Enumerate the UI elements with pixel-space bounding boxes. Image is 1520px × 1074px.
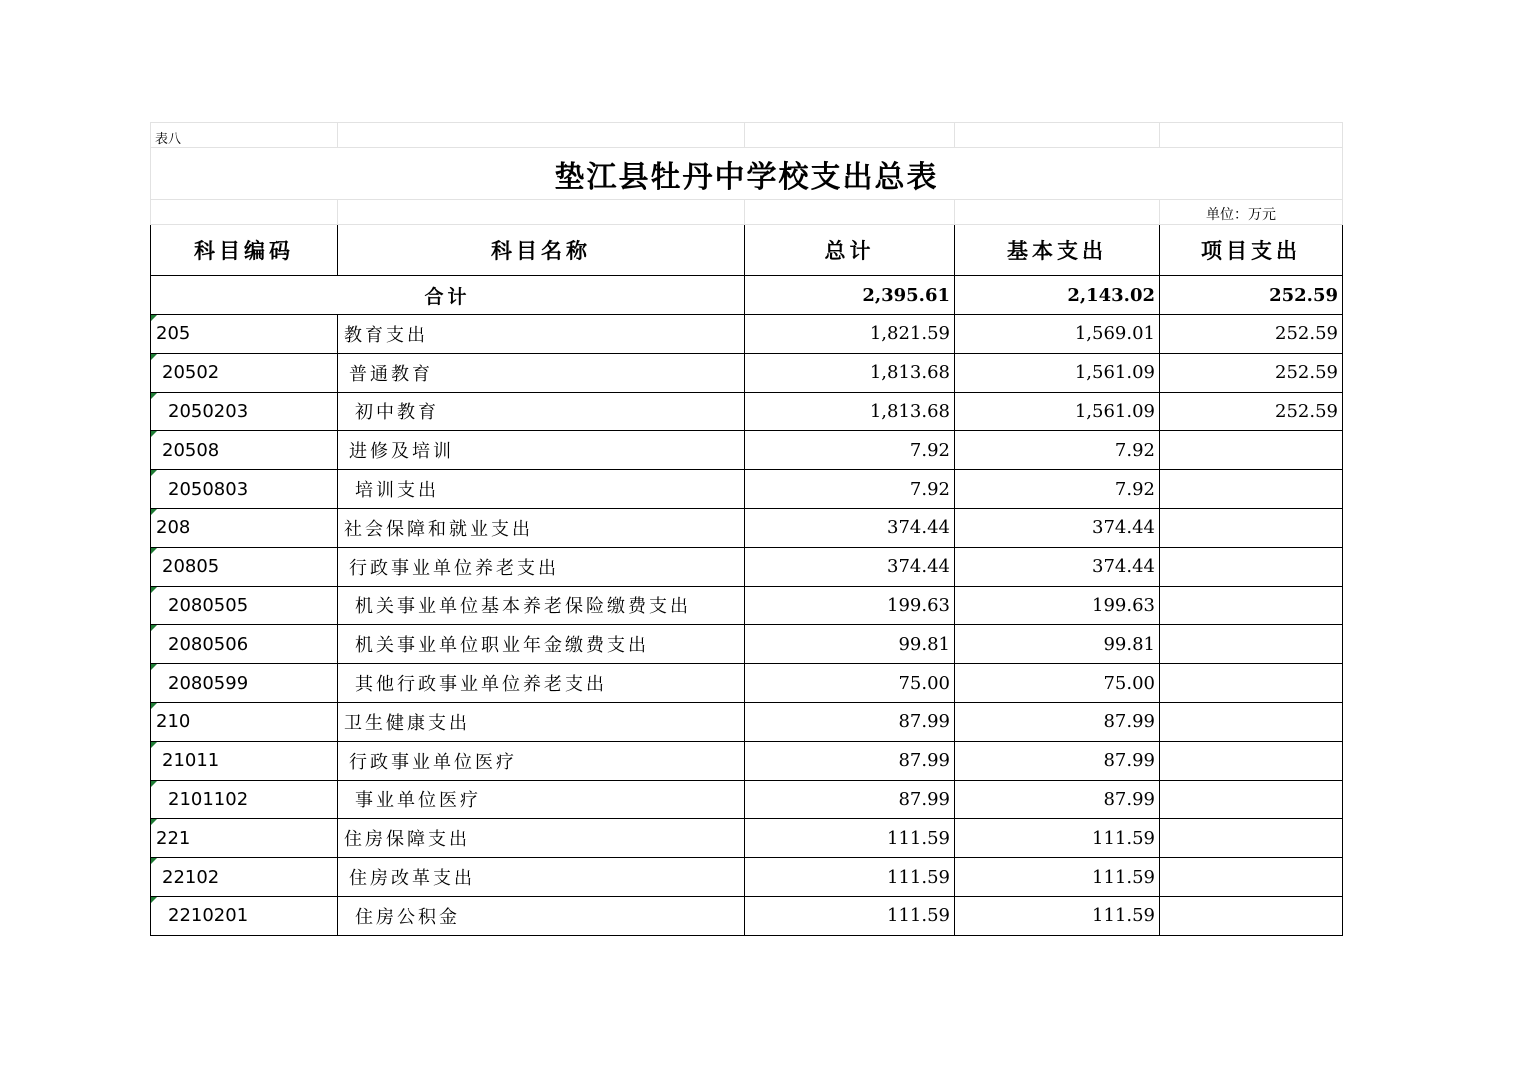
row-total: 111.59 <box>745 858 955 897</box>
table-row <box>151 819 1343 858</box>
row-name: 住房保障支出 <box>338 819 745 858</box>
row-basic: 111.59 <box>955 819 1160 858</box>
row-basic: 87.99 <box>955 702 1160 741</box>
row-basic: 111.59 <box>955 858 1160 897</box>
row-code: 205 <box>151 315 338 354</box>
row-code: 2080505 <box>151 586 338 625</box>
row-code: 21011 <box>151 741 338 780</box>
row-name: 普通教育 <box>338 353 745 392</box>
row-total: 87.99 <box>745 741 955 780</box>
row-name: 行政事业单位医疗 <box>338 741 745 780</box>
row-basic: 199.63 <box>955 586 1160 625</box>
row-project <box>1160 547 1343 586</box>
table-row <box>151 780 1343 819</box>
table-row <box>151 508 1343 547</box>
table-row <box>151 431 1343 470</box>
total-label: 合计 <box>151 276 745 315</box>
row-name: 进修及培训 <box>338 431 745 470</box>
row-total: 374.44 <box>745 508 955 547</box>
row-code: 2080506 <box>151 625 338 664</box>
total-total: 2,395.61 <box>745 276 955 315</box>
label-row <box>151 123 1343 148</box>
row-project <box>1160 625 1343 664</box>
page-title: 垫江县牡丹中学校支出总表 <box>151 148 1343 200</box>
row-project <box>1160 664 1343 703</box>
table-row <box>151 896 1343 935</box>
row-basic: 75.00 <box>955 664 1160 703</box>
expenditure-table <box>150 122 1343 936</box>
table-row <box>151 664 1343 703</box>
row-project <box>1160 819 1343 858</box>
title-row <box>151 148 1343 200</box>
row-project <box>1160 508 1343 547</box>
expenditure-sheet <box>150 122 1342 936</box>
header-name: 科目名称 <box>338 225 745 276</box>
row-basic: 1,561.09 <box>955 392 1160 431</box>
row-total: 374.44 <box>745 547 955 586</box>
row-basic: 99.81 <box>955 625 1160 664</box>
row-project: 252.59 <box>1160 353 1343 392</box>
header-total: 总计 <box>745 225 955 276</box>
table-row <box>151 547 1343 586</box>
row-basic: 1,569.01 <box>955 315 1160 354</box>
row-basic: 111.59 <box>955 896 1160 935</box>
row-basic: 7.92 <box>955 470 1160 509</box>
table-row <box>151 858 1343 897</box>
row-total: 75.00 <box>745 664 955 703</box>
row-total: 1,813.68 <box>745 353 955 392</box>
header-project: 项目支出 <box>1160 225 1343 276</box>
row-code: 2050803 <box>151 470 338 509</box>
header-row <box>151 225 1343 276</box>
table-row <box>151 470 1343 509</box>
row-name: 社会保障和就业支出 <box>338 508 745 547</box>
table-label: 表八 <box>151 123 338 148</box>
row-name: 事业单位医疗 <box>338 780 745 819</box>
row-code: 221 <box>151 819 338 858</box>
row-total: 199.63 <box>745 586 955 625</box>
header-basic: 基本支出 <box>955 225 1160 276</box>
row-total: 111.59 <box>745 896 955 935</box>
unit-row <box>151 200 1343 225</box>
row-code: 22102 <box>151 858 338 897</box>
row-name: 机关事业单位基本养老保险缴费支出 <box>338 586 745 625</box>
row-code: 2050203 <box>151 392 338 431</box>
row-code: 2101102 <box>151 780 338 819</box>
row-total: 1,813.68 <box>745 392 955 431</box>
row-project <box>1160 858 1343 897</box>
unit-label: 单位：万元 <box>1160 200 1343 225</box>
row-basic: 374.44 <box>955 508 1160 547</box>
row-name: 住房公积金 <box>338 896 745 935</box>
total-row <box>151 276 1343 315</box>
row-project <box>1160 741 1343 780</box>
row-total: 7.92 <box>745 431 955 470</box>
row-name: 培训支出 <box>338 470 745 509</box>
row-name: 行政事业单位养老支出 <box>338 547 745 586</box>
row-name: 住房改革支出 <box>338 858 745 897</box>
row-name: 教育支出 <box>338 315 745 354</box>
table-row <box>151 702 1343 741</box>
row-name: 卫生健康支出 <box>338 702 745 741</box>
row-name: 机关事业单位职业年金缴费支出 <box>338 625 745 664</box>
table-row <box>151 586 1343 625</box>
row-total: 87.99 <box>745 702 955 741</box>
row-project <box>1160 431 1343 470</box>
table-row <box>151 315 1343 354</box>
row-code: 20805 <box>151 547 338 586</box>
table-row <box>151 392 1343 431</box>
row-total: 1,821.59 <box>745 315 955 354</box>
row-project <box>1160 780 1343 819</box>
row-total: 87.99 <box>745 780 955 819</box>
row-project <box>1160 702 1343 741</box>
row-total: 7.92 <box>745 470 955 509</box>
row-project: 252.59 <box>1160 392 1343 431</box>
table-row <box>151 353 1343 392</box>
row-total: 99.81 <box>745 625 955 664</box>
row-project: 252.59 <box>1160 315 1343 354</box>
row-code: 2210201 <box>151 896 338 935</box>
table-row <box>151 625 1343 664</box>
total-basic: 2,143.02 <box>955 276 1160 315</box>
row-code: 208 <box>151 508 338 547</box>
row-total: 111.59 <box>745 819 955 858</box>
row-basic: 87.99 <box>955 741 1160 780</box>
table-row <box>151 741 1343 780</box>
row-name: 其他行政事业单位养老支出 <box>338 664 745 703</box>
row-code: 20508 <box>151 431 338 470</box>
row-project <box>1160 896 1343 935</box>
row-basic: 7.92 <box>955 431 1160 470</box>
total-project: 252.59 <box>1160 276 1343 315</box>
row-project <box>1160 470 1343 509</box>
row-basic: 374.44 <box>955 547 1160 586</box>
row-code: 210 <box>151 702 338 741</box>
row-name: 初中教育 <box>338 392 745 431</box>
row-code: 20502 <box>151 353 338 392</box>
row-project <box>1160 586 1343 625</box>
row-basic: 87.99 <box>955 780 1160 819</box>
header-code: 科目编码 <box>151 225 338 276</box>
row-code: 2080599 <box>151 664 338 703</box>
row-basic: 1,561.09 <box>955 353 1160 392</box>
